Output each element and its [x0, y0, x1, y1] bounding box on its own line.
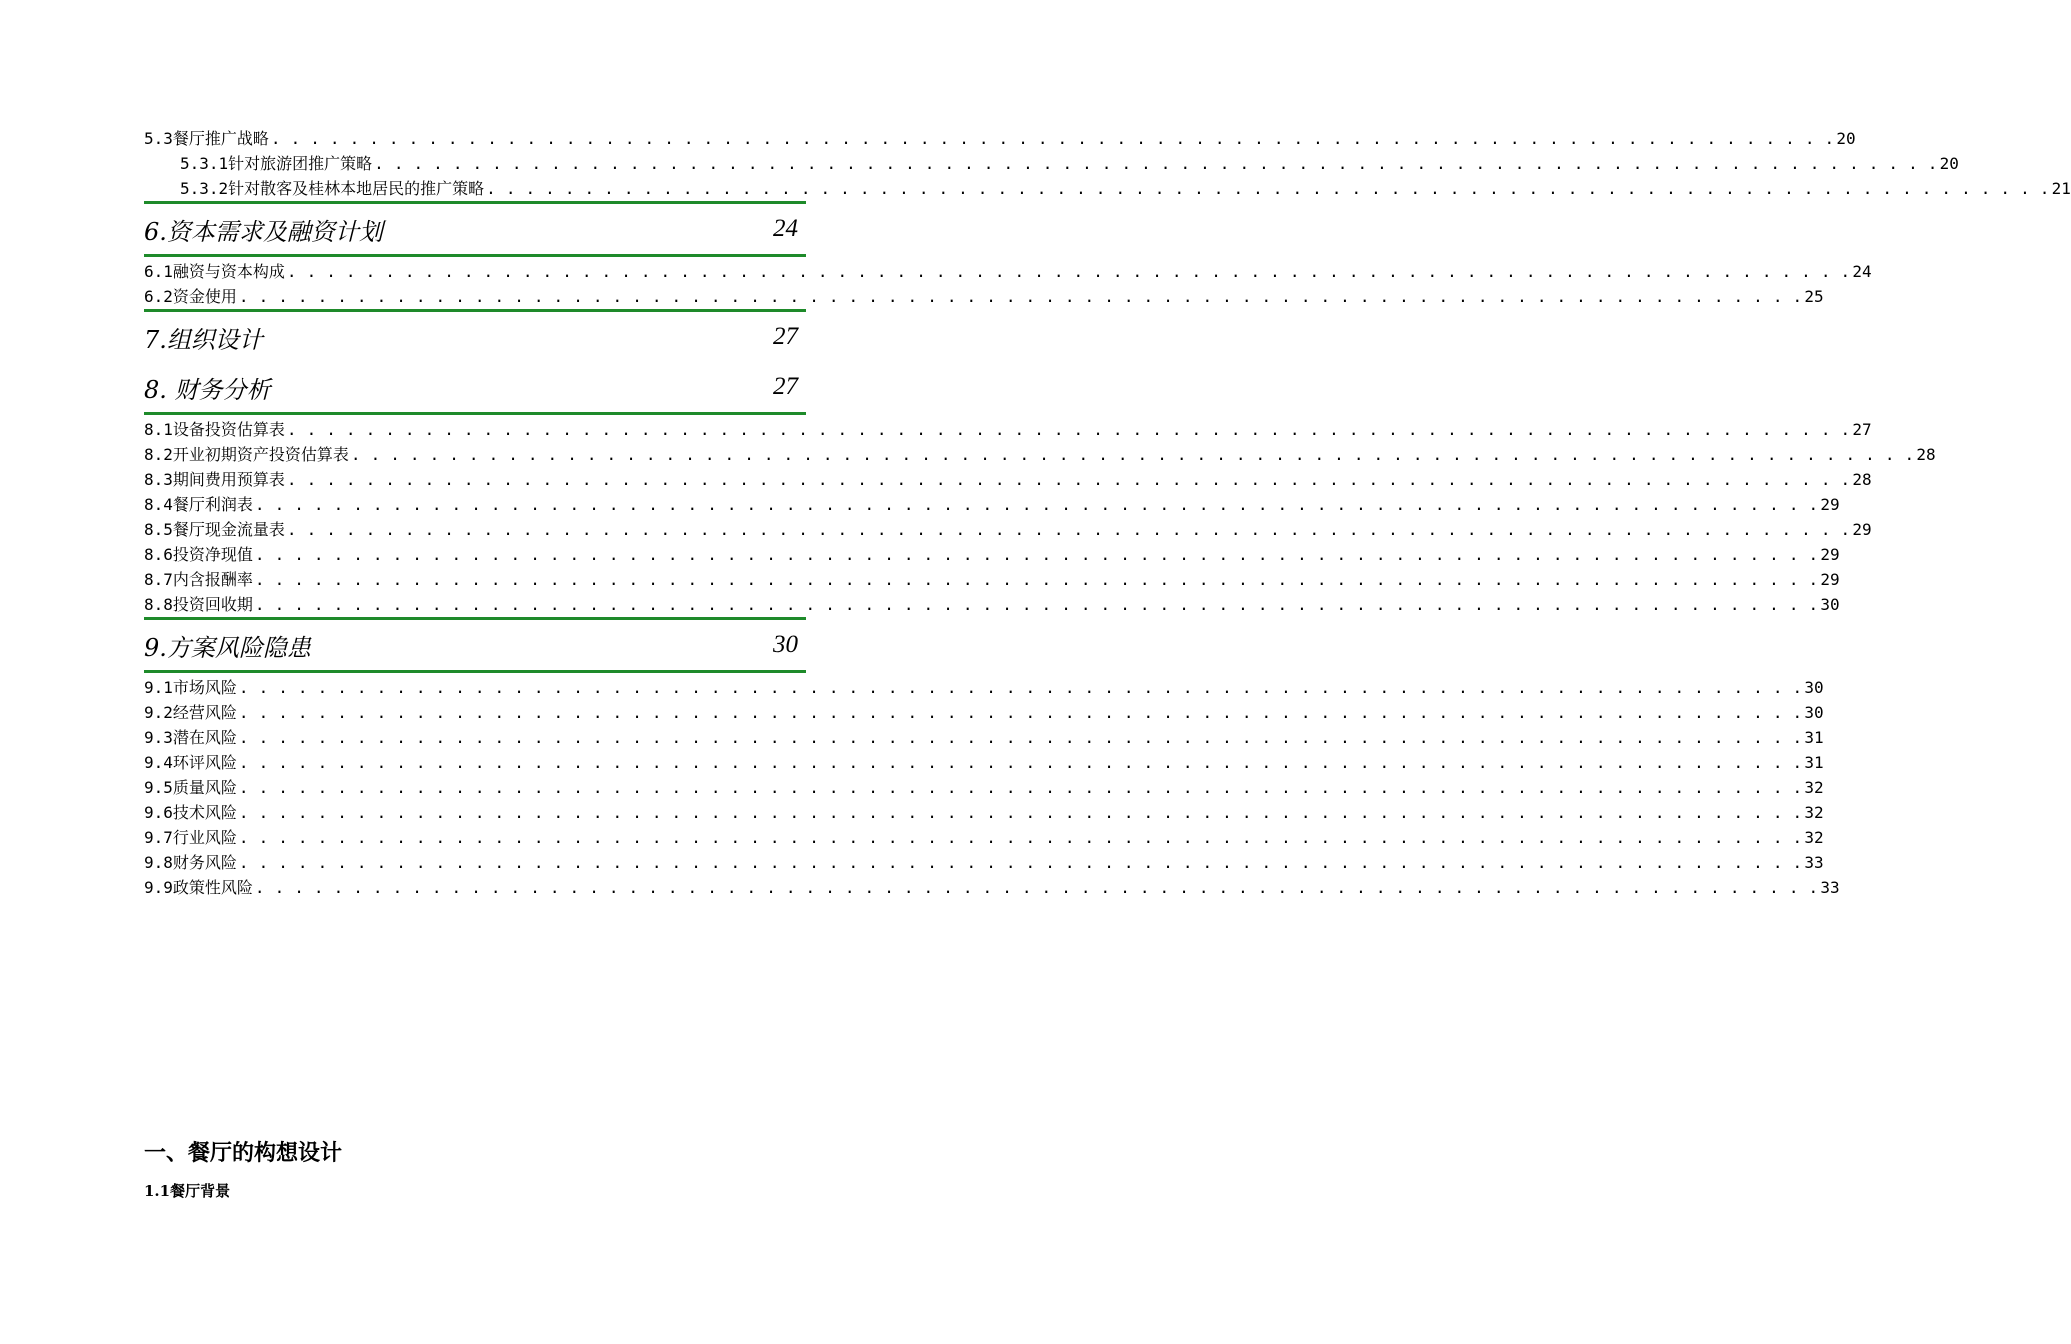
toc-leader-dots: . . . . . . . . . . . . . . . . . . . . . . . . . . . . . . . . . . . . . . . . . . . . . . . . . . . . . . . . . . . . . . . . . . . . . . . . . . . . . . . . [254, 570, 1819, 589]
toc-leader-dots: . . . . . . . . . . . . . . . . . . . . . . . . . . . . . . . . . . . . . . . . . . . . . . . . . . . . . . . . . . . . . . . . . . . . . . . . . . . . . . . . [238, 678, 1803, 697]
toc-entry-page: 29 [1820, 570, 1840, 589]
table-of-contents [144, 124, 2071, 898]
toc-entry-label: 8.6投资净现值 [144, 545, 253, 564]
toc-entry[interactable] [144, 698, 1824, 723]
toc-entry-label: 9.8财务风险 [144, 853, 237, 872]
toc-entry[interactable] [144, 415, 1872, 440]
toc-entry-label: 8.1设备投资估算表 [144, 420, 285, 439]
toc-entry[interactable] [144, 823, 1824, 848]
toc-heading-title: 9.方案风险隐患 [144, 633, 311, 662]
toc-entry-label: 8.3期间费用预算表 [144, 470, 285, 489]
toc-entry-page: 33 [1820, 878, 1840, 897]
toc-entry[interactable] [144, 465, 1872, 490]
toc-entry[interactable] [144, 257, 1872, 282]
toc-leader-dots: . . . . . . . . . . . . . . . . . . . . . . . . . . . . . . . . . . . . . . . . . . . . . . . . . . . . . . . . . . . . . . . . . . . . . . . . . . . . . . . . [238, 287, 1803, 306]
toc-entry-page: 29 [1820, 495, 1840, 514]
toc-entry-page: 29 [1852, 520, 1872, 539]
toc-entry-label: 6.2资金使用 [144, 287, 237, 306]
toc-heading-title: 7.组织设计 [144, 325, 263, 354]
toc-entry[interactable] [144, 590, 1840, 615]
toc-entry-page: 31 [1804, 753, 1824, 772]
toc-entry-label: 9.7行业风险 [144, 828, 237, 847]
toc-entry-page: 28 [1852, 470, 1872, 489]
toc-leader-dots: . . . . . . . . . . . . . . . . . . . . . . . . . . . . . . . . . . . . . . . . . . . . . . . . . . . . . . . . . . . . . . . . . . . . . . . . . . . . . . . . [286, 420, 1851, 439]
toc-leader-dots: . . . . . . . . . . . . . . . . . . . . . . . . . . . . . . . . . . . . . . . . . . . . . . . . . . . . . . . . . . . . . . . . . . . . . . . . . . . . . . . . [238, 753, 1803, 772]
toc-entry-label: 9.2经营风险 [144, 703, 237, 722]
toc-entry[interactable] [144, 673, 1824, 698]
toc-entry-label: 9.9政策性风险 [144, 878, 253, 897]
toc-heading-6[interactable] [144, 204, 806, 254]
toc-entry-label: 8.4餐厅利润表 [144, 495, 253, 514]
toc-entry-page: 32 [1804, 803, 1824, 822]
toc-entry-page: 20 [1836, 129, 1856, 148]
toc-leader-dots: . . . . . . . . . . . . . . . . . . . . . . . . . . . . . . . . . . . . . . . . . . . . . . . . . . . . . . . . . . . . . . . . . . . . . . . . . . . . . . . . [286, 520, 1851, 539]
toc-entry[interactable] [144, 848, 1824, 873]
toc-leader-dots: . . . . . . . . . . . . . . . . . . . . . . . . . . . . . . . . . . . . . . . . . . . . . . . . . . . . . . . . . . . . . . . . . . . . . . . . . . . . . . . . [270, 129, 1835, 148]
toc-entry[interactable] [144, 515, 1872, 540]
toc-leader-dots: . . . . . . . . . . . . . . . . . . . . . . . . . . . . . . . . . . . . . . . . . . . . . . . . . . . . . . . . . . . . . . . . . . . . . . . . . . . . . . . . [238, 703, 1803, 722]
section-title: 1.1餐厅背景 [144, 1182, 231, 1200]
toc-heading-8[interactable] [144, 362, 806, 412]
toc-entry-page: 32 [1804, 828, 1824, 847]
toc-entry-label: 8.7内含报酬率 [144, 570, 253, 589]
toc-leader-dots: . . . . . . . . . . . . . . . . . . . . . . . . . . . . . . . . . . . . . . . . . . . . . . . . . . . . . . . . . . . . . . . . . . . . . . . . . . . . . . . . [254, 878, 1819, 897]
toc-heading-page: 27 [773, 373, 798, 400]
toc-leader-dots: . . . . . . . . . . . . . . . . . . . . . . . . . . . . . . . . . . . . . . . . . . . . . . . . . . . . . . . . . . . . . . . . . . . . . . . . . . . . . . . . [374, 154, 1938, 173]
toc-leader-dots: . . . . . . . . . . . . . . . . . . . . . . . . . . . . . . . . . . . . . . . . . . . . . . . . . . . . . . . . . . . . . . . . . . . . . . . . . . . . . . . . [286, 262, 1851, 281]
toc-entry-label: 6.1融资与资本构成 [144, 262, 285, 281]
toc-heading-9[interactable] [144, 620, 806, 670]
toc-leader-dots: . . . . . . . . . . . . . . . . . . . . . . . . . . . . . . . . . . . . . . . . . . . . . . . . . . . . . . . . . . . . . . . . . . . . . . . . . . . . . . . . [238, 728, 1803, 747]
toc-entry[interactable] [144, 149, 1959, 174]
toc-entry-page: 20 [1939, 154, 1959, 173]
toc-entry-page: 29 [1820, 545, 1840, 564]
toc-entry[interactable] [144, 723, 1824, 748]
toc-entry-label: 9.1市场风险 [144, 678, 237, 697]
toc-entry-label: 8.2开业初期资产投资估算表 [144, 445, 349, 464]
toc-entry[interactable] [144, 282, 1824, 307]
toc-entry-page: 33 [1804, 853, 1824, 872]
toc-heading-page: 24 [773, 215, 798, 242]
toc-entry-page: 30 [1820, 595, 1840, 614]
toc-entry-page: 21 [2051, 179, 2071, 198]
toc-leader-dots: . . . . . . . . . . . . . . . . . . . . . . . . . . . . . . . . . . . . . . . . . . . . . . . . . . . . . . . . . . . . . . . . . . . . . . . . . . . . . . . . [238, 853, 1803, 872]
toc-leader-dots: . . . . . . . . . . . . . . . . . . . . . . . . . . . . . . . . . . . . . . . . . . . . . . . . . . . . . . . . . . . . . . . . . . . . . . . . . . . . . . . . [254, 495, 1819, 514]
toc-entry[interactable] [144, 124, 1856, 149]
toc-entry[interactable] [144, 798, 1824, 823]
toc-group-8 [144, 415, 1936, 615]
toc-leader-dots: . . . . . . . . . . . . . . . . . . . . . . . . . . . . . . . . . . . . . . . . . . . . . . . . . . . . . . . . . . . . . . . . . . . . . . . . . . . . . . . . [350, 445, 1915, 464]
toc-leader-dots: . . . . . . . . . . . . . . . . . . . . . . . . . . . . . . . . . . . . . . . . . . . . . . . . . . . . . . . . . . . . . . . . . . . . . . . . . . . . . . . . [238, 778, 1803, 797]
toc-entry-page: 28 [1916, 445, 1936, 464]
toc-leader-dots: . . . . . . . . . . . . . . . . . . . . . . . . . . . . . . . . . . . . . . . . . . . . . . . . . . . . . . . . . . . . . . . . . . . . . . . . . . . . . . . . [238, 803, 1803, 822]
toc-entry-page: 24 [1852, 262, 1872, 281]
toc-entry-page: 25 [1804, 287, 1824, 306]
toc-entry-label: 9.6技术风险 [144, 803, 237, 822]
toc-entry[interactable] [144, 748, 1824, 773]
toc-entry-label: 9.5质量风险 [144, 778, 237, 797]
toc-entry[interactable] [144, 174, 2071, 199]
toc-entry[interactable] [144, 490, 1840, 515]
toc-entry-label: 8.5餐厅现金流量表 [144, 520, 285, 539]
toc-heading-page: 30 [773, 631, 798, 658]
toc-heading-page: 27 [773, 323, 798, 350]
toc-entry-label: 5.3.2针对散客及桂林本地居民的推广策略 [180, 179, 485, 198]
toc-entry[interactable] [144, 565, 1840, 590]
toc-leader-dots: . . . . . . . . . . . . . . . . . . . . . . . . . . . . . . . . . . . . . . . . . . . . . . . . . . . . . . . . . . . . . . . . . . . . . . . . . . . . . . . . [254, 545, 1819, 564]
toc-heading-title: 6.资本需求及融资计划 [144, 217, 383, 246]
chapter-title: 一、餐厅的构想设计 [144, 1141, 343, 1166]
toc-entry-page: 31 [1804, 728, 1824, 747]
toc-leader-dots: . . . . . . . . . . . . . . . . . . . . . . . . . . . . . . . . . . . . . . . . . . . . . . . . . . . . . . . . . . . . . . . . . . . . . . . . . . . . . . . . [486, 179, 2050, 198]
toc-entry-page: 30 [1804, 678, 1824, 697]
toc-group-6 [144, 257, 1872, 307]
toc-entry[interactable] [144, 873, 1840, 898]
toc-entry[interactable] [144, 773, 1824, 798]
toc-leader-dots: . . . . . . . . . . . . . . . . . . . . . . . . . . . . . . . . . . . . . . . . . . . . . . . . . . . . . . . . . . . . . . . . . . . . . . . . . . . . . . . . [254, 595, 1819, 614]
toc-heading-title: 8. 财务分析 [144, 375, 271, 404]
toc-entry[interactable] [144, 540, 1840, 565]
toc-leader-dots: . . . . . . . . . . . . . . . . . . . . . . . . . . . . . . . . . . . . . . . . . . . . . . . . . . . . . . . . . . . . . . . . . . . . . . . . . . . . . . . . [286, 470, 1851, 489]
toc-entry-page: 27 [1852, 420, 1872, 439]
toc-entry-label: 8.8投资回收期 [144, 595, 253, 614]
toc-entry-label: 5.3.1针对旅游团推广策略 [180, 154, 373, 173]
toc-entry-label: 9.3潜在风险 [144, 728, 237, 747]
toc-entry-page: 30 [1804, 703, 1824, 722]
document-body [144, 1138, 806, 1202]
toc-group-9 [144, 673, 1840, 898]
toc-entry-label: 9.4环评风险 [144, 753, 237, 772]
toc-entry[interactable] [144, 440, 1936, 465]
toc-heading-7[interactable] [144, 312, 806, 362]
toc-entry-page: 32 [1804, 778, 1824, 797]
toc-entry-label: 5.3餐厅推广战略 [144, 129, 269, 148]
toc-group-5-3 [144, 124, 2071, 199]
toc-leader-dots: . . . . . . . . . . . . . . . . . . . . . . . . . . . . . . . . . . . . . . . . . . . . . . . . . . . . . . . . . . . . . . . . . . . . . . . . . . . . . . . . [238, 828, 1803, 847]
